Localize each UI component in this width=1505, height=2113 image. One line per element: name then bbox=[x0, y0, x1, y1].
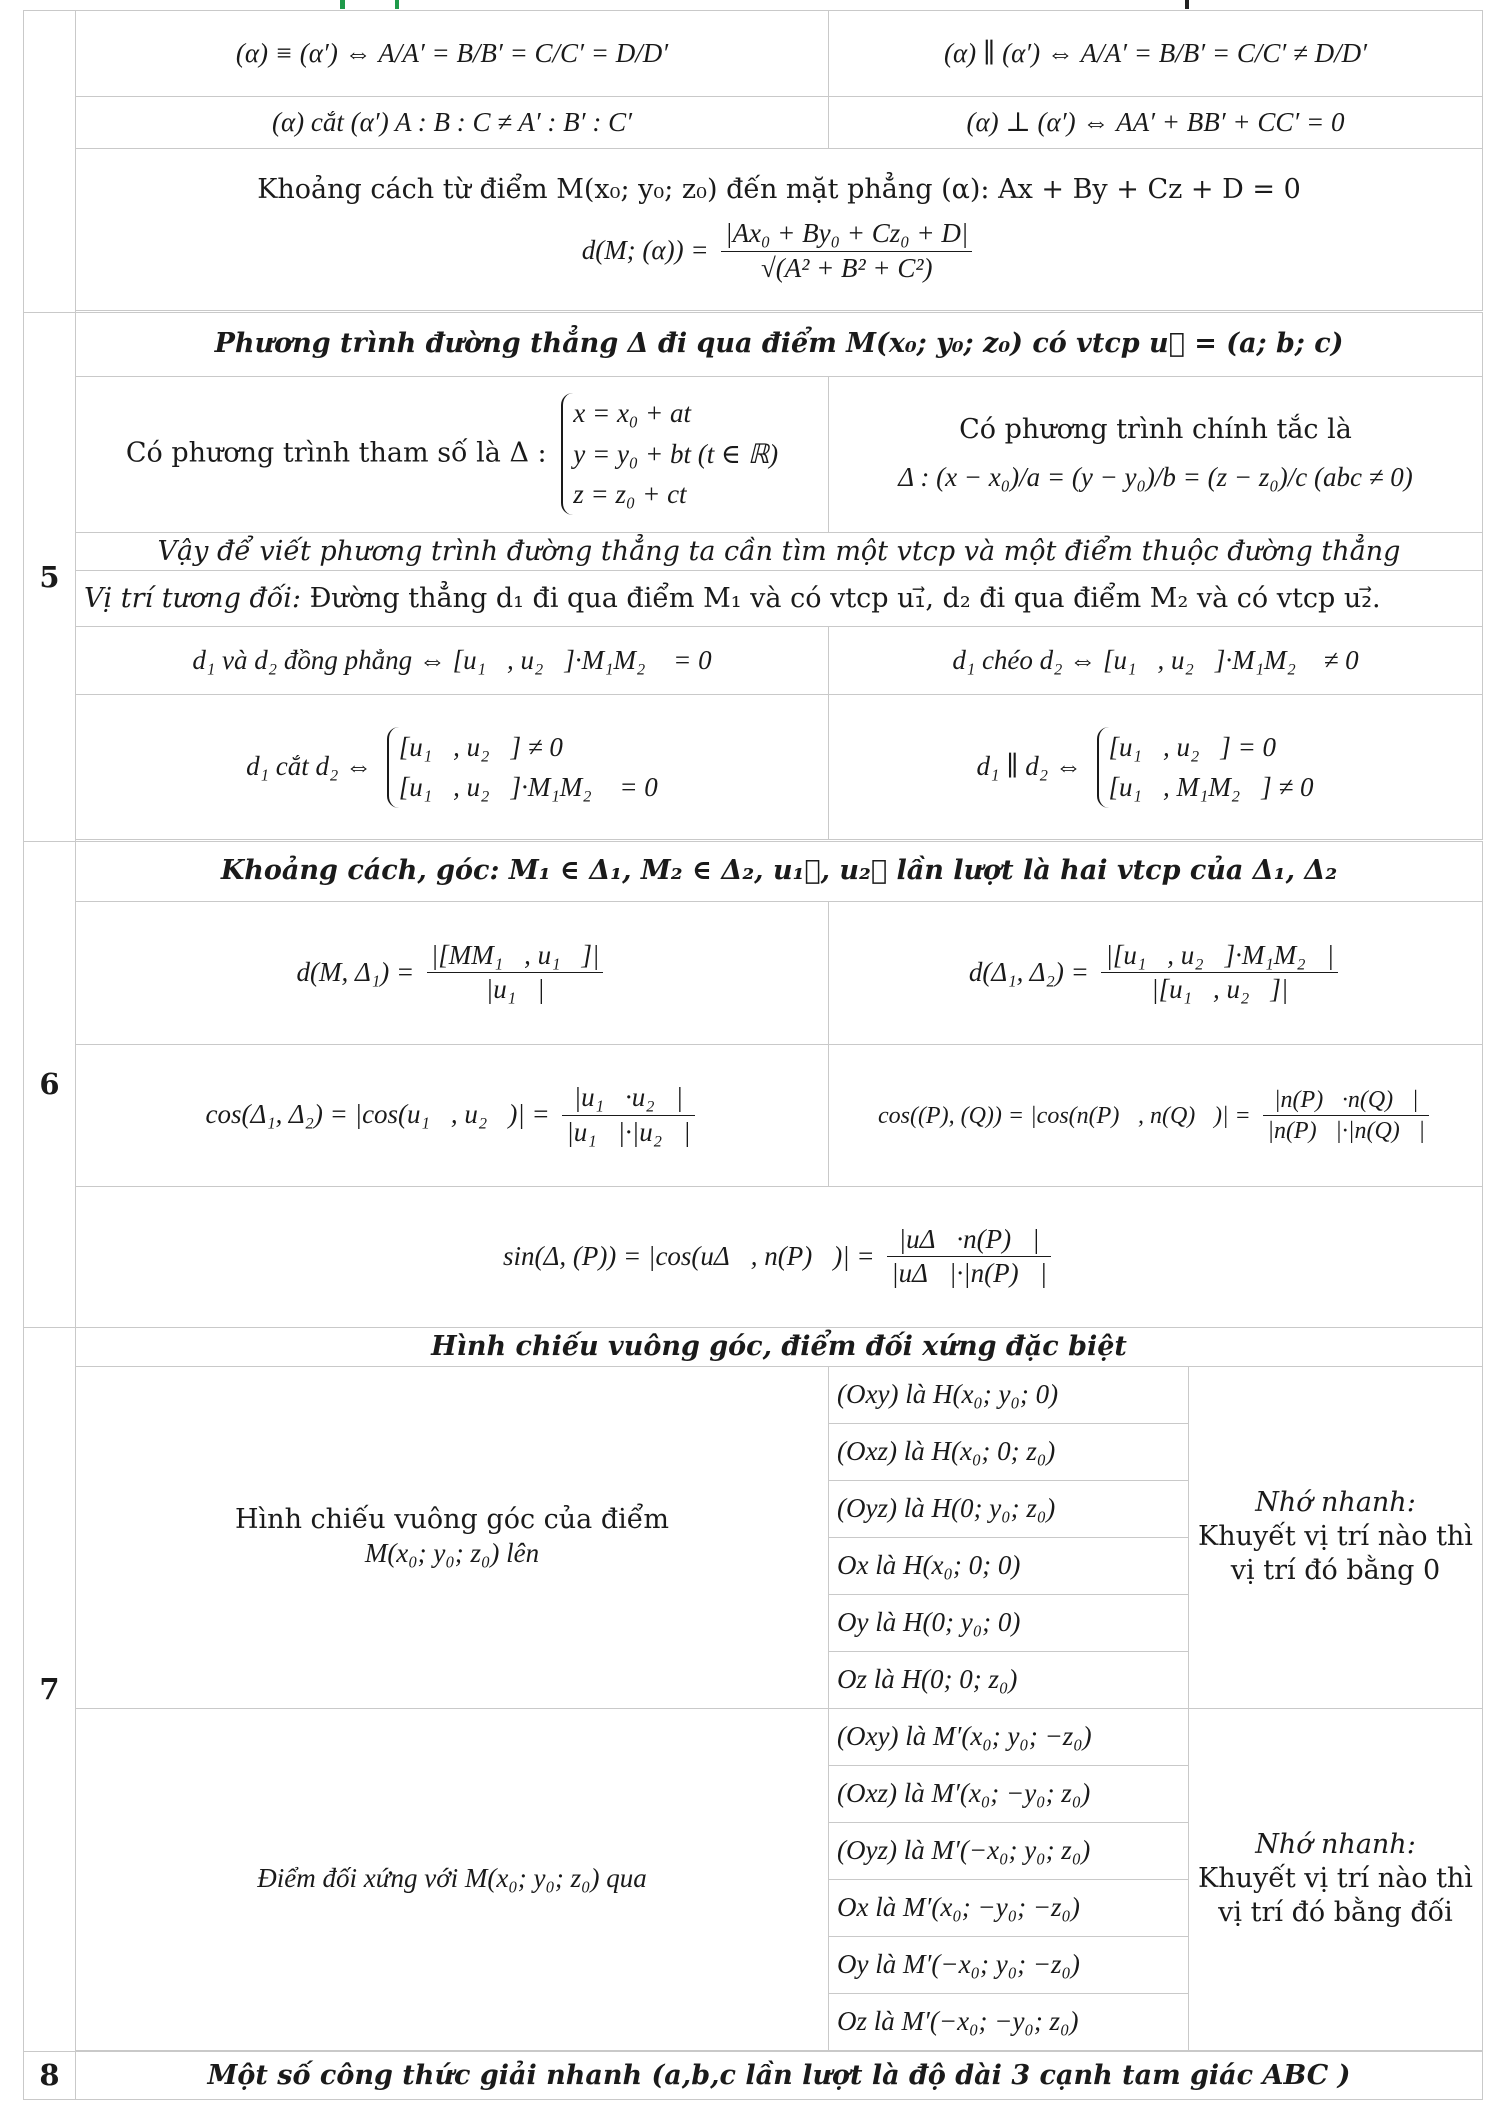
point-line-lhs: d(M, Δ₁) = bbox=[296, 956, 415, 987]
point-line-distance bbox=[76, 901, 829, 1044]
distance-lhs: d(M; (α)) = bbox=[581, 234, 709, 265]
coplanar-condition: d₁ và d₂ đồng phẳng ⇔ [u₁⃗, u₂⃗]·M₁M₂⃗ = 0 bbox=[76, 627, 829, 695]
angle-planes-lhs: cos((P), (Q)) = |cos(n(P)⃗, n(Q)⃗)| = bbox=[877, 1102, 1251, 1129]
skew-condition: d₁ chéo d₂ ⇔ [u₁⃗, u₂⃗]·M₁M₂⃗ ≠ 0 bbox=[829, 627, 1483, 695]
point-plane-distance-text: Khoảng cách từ điểm M(x₀; y₀; z₀) đến mặt phẳng (α): Ax + By + Cz + D = 0 bbox=[257, 174, 1301, 206]
point-line-denominator: |u₁⃗| bbox=[485, 974, 545, 1005]
parallel-planes-condition: (α) ∥ (α′) ⇔ A/A′ = B/B′ = C/C′ ≠ D/D′ bbox=[829, 11, 1483, 97]
line-equation-note: Vậy để viết phương trình đường thẳng ta cần tìm một vtcp và một điểm thuộc đường thẳng bbox=[76, 532, 1483, 571]
line-line-numerator: |[u₁⃗, u₂⃗]·M₁M₂⃗| bbox=[1101, 939, 1338, 974]
projection-item: (Oxz) là H(x₀; 0; z₀) bbox=[829, 1423, 1189, 1480]
parametric-label: Có phương trình tham số là Δ : bbox=[125, 437, 547, 469]
section-cell-blank bbox=[24, 11, 76, 313]
distance-fraction bbox=[721, 217, 972, 286]
intersecting-lines-condition bbox=[76, 695, 829, 840]
formula-table bbox=[23, 10, 1483, 2100]
section-6-header: Khoảng cách, góc: M₁ ∈ Δ₁, M₂ ∈ Δ₂, u₁⃗, u₂⃗ lần lượt là hai vtcp của Δ₁, Δ₂ bbox=[76, 841, 1483, 901]
section-number-7: 7 bbox=[24, 1327, 76, 2051]
parallel-system bbox=[1097, 727, 1335, 808]
relative-position-text: Đường thẳng d₁ đi qua điểm M₁ và có vtcp u₁⃗, d₂ đi qua điểm M₂ và có vtcp u₂⃗. bbox=[309, 582, 1381, 614]
line-line-lhs: d(Δ₁, Δ₂) = bbox=[968, 956, 1089, 987]
symmetry-label bbox=[76, 1708, 829, 2050]
canonical-label: Có phương trình chính tắc là bbox=[959, 414, 1352, 446]
projection-label-line-2: M(x₀; y₀; z₀) lên bbox=[364, 1538, 540, 1568]
symmetry-label-text: Điểm đối xứng với M(x₀; y₀; z₀) qua bbox=[257, 1863, 647, 1894]
parametric-line-y: y = y₀ + bt (t ∈ ℝ) bbox=[573, 438, 779, 469]
intersect-label: d₁ cắt d₂ ⇔ bbox=[246, 750, 373, 781]
point-plane-distance-formula bbox=[84, 217, 1474, 286]
symmetry-item: Oz là M′(−x₀; −y₀; z₀) bbox=[829, 1993, 1189, 2050]
intersect-planes-condition: (α) cắt (α′) A : B : C ≠ A′ : B′ : C′ bbox=[76, 97, 829, 149]
section-7-header: Hình chiếu vuông góc, điểm đối xứng đặc biệt bbox=[76, 1327, 1483, 1366]
perpendicular-planes-condition: (α) ⊥ (α′) ⇔ AA′ + BB′ + CC′ = 0 bbox=[829, 97, 1483, 149]
line-line-fraction bbox=[1101, 939, 1338, 1008]
intersect-line-1: [u₁⃗, u₂⃗] ≠ 0⃗ bbox=[398, 731, 584, 762]
parametric-equation bbox=[76, 376, 829, 532]
parametric-line-x: x = x₀ + at bbox=[573, 398, 692, 429]
top-edge-marks bbox=[0, 0, 1505, 10]
parallel-line-1: [u₁⃗, u₂⃗] = 0⃗ bbox=[1108, 731, 1298, 762]
projection-item: Ox là H(x₀; 0; 0) bbox=[829, 1537, 1189, 1594]
symmetry-item: (Oxy) là M′(x₀; y₀; −z₀) bbox=[829, 1708, 1189, 1765]
angle-line-plane-fraction bbox=[887, 1223, 1051, 1292]
parallel-lines-condition bbox=[829, 695, 1483, 840]
parallel-line-2: [u₁⃗, M₁M₂⃗] ≠ 0⃗ bbox=[1108, 772, 1335, 803]
canonical-formula: Δ : (x − x₀)/a = (y − y₀)/b = (z − z₀)/c (abc ≠ 0) bbox=[898, 462, 1413, 492]
angle-line-plane-numerator: |uΔ⃗·n(P)⃗| bbox=[887, 1223, 1051, 1258]
parallel-label: d₁ ∥ d₂ ⇔ bbox=[976, 750, 1082, 781]
angle-lines-lhs: cos(Δ₁, Δ₂) = |cos(u₁⃗, u₂⃗)| = bbox=[205, 1098, 550, 1129]
symmetry-tip bbox=[1189, 1708, 1483, 2050]
projection-item: (Oyz) là H(0; y₀; z₀) bbox=[829, 1480, 1189, 1537]
projection-tip-title: Nhớ nhanh: bbox=[1255, 1487, 1416, 1519]
parametric-system bbox=[561, 393, 778, 515]
point-line-fraction bbox=[427, 939, 604, 1008]
projection-label-line-1: Hình chiếu vuông góc của điểm bbox=[235, 1504, 669, 1536]
point-plane-distance bbox=[76, 149, 1483, 311]
angle-planes-denominator: |n(P)⃗|·|n(Q)⃗| bbox=[1267, 1117, 1426, 1144]
relative-position-label: Vị trí tương đối: bbox=[84, 582, 301, 614]
intersect-system bbox=[387, 727, 658, 808]
point-line-numerator: |[MM₁⃗, u₁⃗]| bbox=[427, 939, 604, 974]
angle-planes-numerator: |n(P)⃗·n(Q)⃗| bbox=[1263, 1085, 1429, 1116]
symmetry-item: Oy là M′(−x₀; y₀; −z₀) bbox=[829, 1936, 1189, 1993]
projection-tip bbox=[1189, 1366, 1483, 1708]
projection-item: (Oxy) là H(x₀; y₀; 0) bbox=[829, 1366, 1189, 1423]
identical-planes-condition: (α) ≡ (α′) ⇔ A/A′ = B/B′ = C/C′ = D/D′ bbox=[76, 11, 829, 97]
angle-planes-fraction bbox=[1263, 1085, 1429, 1146]
section-5-header: Phương trình đường thẳng Δ đi qua điểm M(x₀; y₀; z₀) có vtcp u⃗ = (a; b; c) bbox=[76, 312, 1483, 376]
projection-item: Oy là H(0; y₀; 0) bbox=[829, 1594, 1189, 1651]
parametric-line-z: z = z₀ + ct bbox=[573, 479, 687, 510]
symmetry-tip-text: Khuyết vị trí nào thì vị trí đó bằng đối bbox=[1198, 1863, 1473, 1928]
section-number-6: 6 bbox=[24, 841, 76, 1327]
angle-line-plane-denominator: |uΔ⃗|·|n(P)⃗| bbox=[891, 1258, 1047, 1289]
angle-line-plane bbox=[76, 1186, 1483, 1327]
angle-lines-numerator: |u₁⃗·u₂⃗| bbox=[562, 1081, 694, 1116]
symmetry-item: (Oyz) là M′(−x₀; y₀; z₀) bbox=[829, 1822, 1189, 1879]
line-line-distance bbox=[829, 901, 1483, 1044]
angle-line-plane-lhs: sin(Δ, (P)) = |cos(uΔ⃗, n(P)⃗)| = bbox=[502, 1240, 875, 1271]
relative-position-row bbox=[76, 571, 1483, 627]
canonical-equation bbox=[829, 376, 1483, 532]
section-number-8: 8 bbox=[24, 2052, 76, 2100]
angle-lines-fraction bbox=[562, 1081, 694, 1150]
symmetry-item: Ox là M′(x₀; −y₀; −z₀) bbox=[829, 1879, 1189, 1936]
section-8-header: Một số công thức giải nhanh (a,b,c lần lượt là độ dài 3 cạnh tam giác ABC ) bbox=[76, 2052, 1483, 2100]
section-number-5: 5 bbox=[24, 312, 76, 841]
distance-numerator: |Ax₀ + By₀ + Cz₀ + D| bbox=[721, 217, 972, 252]
angle-lines-denominator: |u₁⃗|·|u₂⃗| bbox=[566, 1116, 691, 1147]
distance-denominator: √(A² + B² + C²) bbox=[760, 252, 933, 283]
projection-label bbox=[76, 1366, 829, 1708]
symmetry-tip-title: Nhớ nhanh: bbox=[1255, 1829, 1416, 1861]
angle-between-planes bbox=[829, 1044, 1483, 1186]
projection-tip-text: Khuyết vị trí nào thì vị trí đó bằng 0 bbox=[1198, 1521, 1473, 1586]
angle-between-lines bbox=[76, 1044, 829, 1186]
symmetry-item: (Oxz) là M′(x₀; −y₀; z₀) bbox=[829, 1765, 1189, 1822]
projection-item: Oz là H(0; 0; z₀) bbox=[829, 1651, 1189, 1708]
line-line-denominator: |[u₁⃗, u₂⃗]| bbox=[1151, 974, 1289, 1005]
intersect-line-2: [u₁⃗, u₂⃗]·M₁M₂⃗ = 0 bbox=[398, 772, 658, 803]
